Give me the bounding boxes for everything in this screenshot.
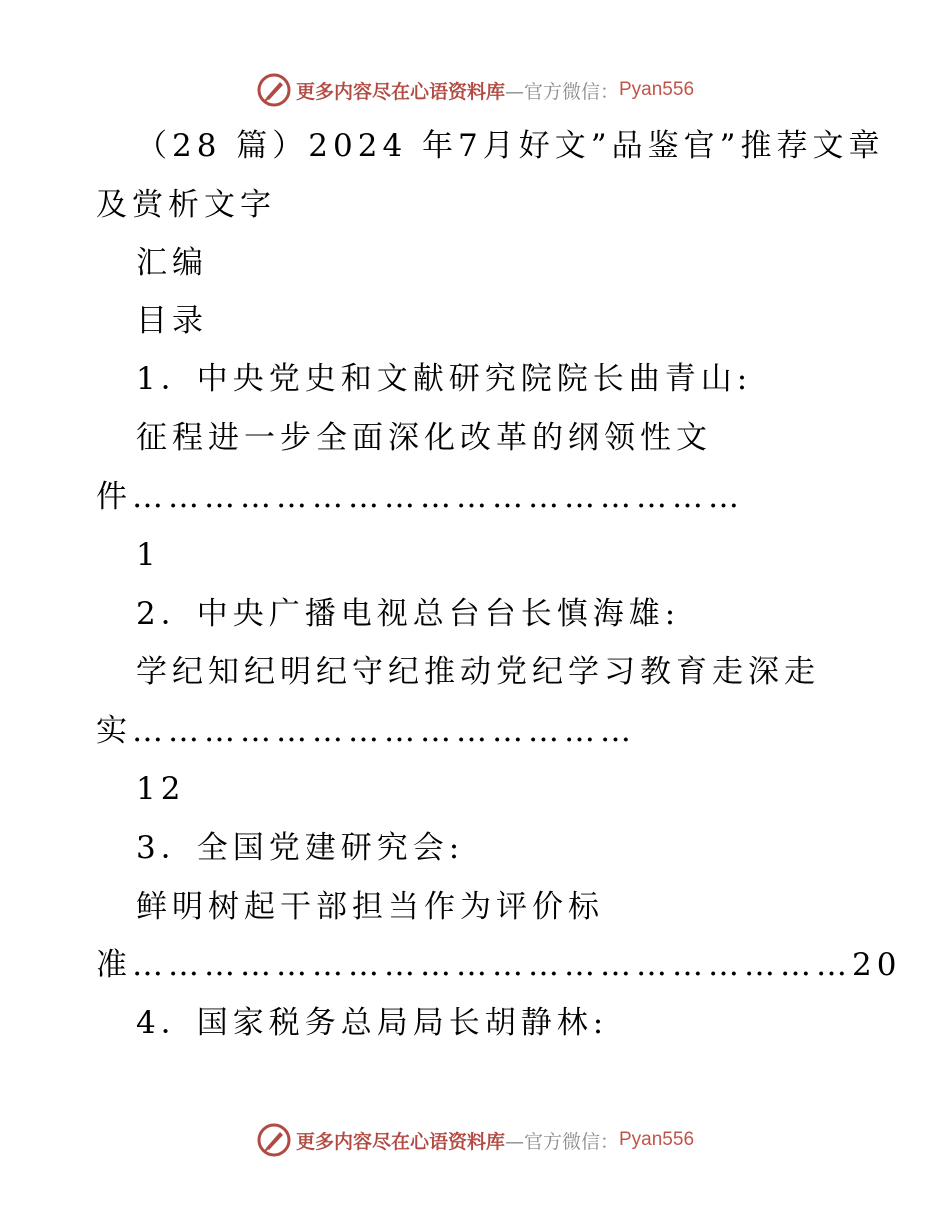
toc-item-3-leader: 准……………………………………………………20	[96, 947, 902, 983]
toc-item-3-title: 鲜明树起干部担当作为评价标	[136, 889, 604, 925]
document-title-line-2: 及赏析文字	[96, 187, 276, 223]
quill-logo-icon	[256, 1122, 292, 1158]
quill-logo-icon	[256, 72, 292, 108]
toc-item-4-author: 4．国家税务总局局长胡静林:	[136, 1005, 609, 1041]
toc-item-1-title: 征程进一步全面深化改革的纲领性文	[136, 420, 712, 456]
toc-item-2-author: 2．中央广播电视总台台长慎海雄:	[136, 596, 681, 632]
watermark-text-main: 更多内容尽在心语资料库	[295, 80, 505, 103]
toc-item-1-author: 1．中央党史和文献研究院院长曲青山:	[136, 361, 753, 397]
watermark-text-wechat: —官方微信：	[504, 80, 619, 103]
toc-item-3-author: 3．全国党建研究会:	[136, 830, 465, 866]
toc-item-2-leader: 实……………………………………	[96, 713, 636, 749]
toc-item-1-page: 1	[136, 537, 161, 573]
watermark-text-id: Pyan556	[619, 79, 695, 100]
watermark-text-wechat: —官方微信：	[504, 1130, 619, 1153]
toc-item-2-page: 12	[136, 771, 186, 807]
footer-watermark	[0, 1120, 950, 1160]
document-title-line-1: （28 篇）2024 年7月好文”品鉴官”推荐文章	[136, 128, 885, 164]
toc-heading: 目录	[136, 303, 208, 339]
watermark-text-id: Pyan556	[619, 1129, 695, 1150]
watermark-text-main: 更多内容尽在心语资料库	[295, 1130, 505, 1153]
toc-item-2-title: 学纪知纪明纪守纪推动党纪学习教育走深走	[136, 654, 820, 690]
toc-item-1-leader: 件……………………………………………	[96, 479, 744, 515]
header-watermark	[0, 70, 950, 110]
document-title-line-3: 汇编	[136, 245, 208, 281]
